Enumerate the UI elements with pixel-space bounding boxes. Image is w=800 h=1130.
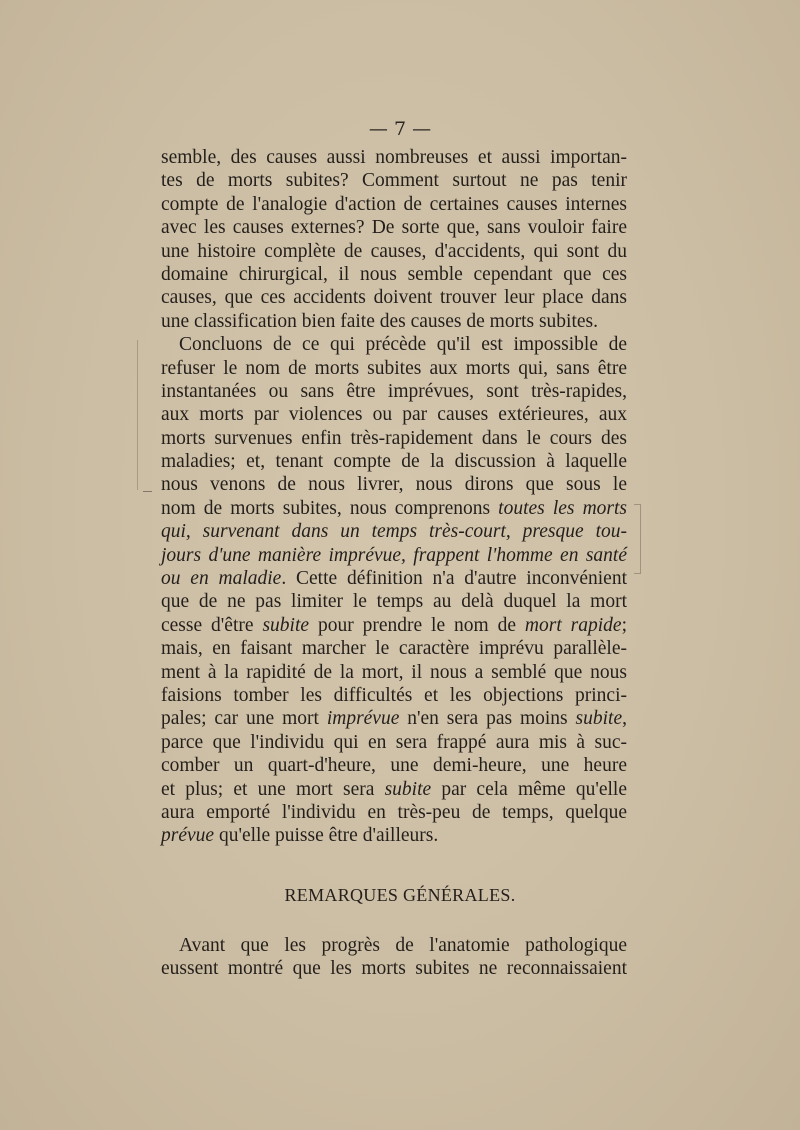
text-line: avec les causes externes? De sorte que, sans vouloir faire — [161, 217, 627, 239]
text-run: n'en sera pas moins — [399, 708, 576, 730]
text-run: nom de morts subites, nous comprenons — [161, 497, 499, 519]
text-run: cesse d'être — [161, 614, 263, 636]
text-line — [161, 567, 627, 590]
italic-run: subite — [262, 614, 310, 636]
italic-run: toutes les morts — [498, 497, 627, 519]
text-line: compte de l'analogie d'action de certaines causes internes — [161, 193, 627, 215]
text-run: et plus; et une mort sera — [161, 778, 385, 800]
italic-run: subite — [384, 778, 432, 800]
text-line: ment à la rapidité de la mort, il nous a semblé que nous — [161, 661, 627, 683]
text-line — [161, 520, 627, 543]
text-run: ; — [621, 614, 627, 636]
text-line: Concluons de ce qui précède qu'il est impossible de — [179, 334, 627, 356]
text-line — [161, 544, 627, 567]
main-text-block — [161, 146, 627, 848]
text-line: parce que l'individu qui en sera frappé aura mis à suc- — [161, 731, 627, 753]
text-line — [161, 497, 627, 520]
text-line: maladies; et, tenant compte de la discussion à laquelle — [161, 451, 627, 473]
text-line: refuser le nom de morts subites aux morts qui, sans être — [161, 357, 627, 379]
text-line: que de ne pas limiter le temps au delà duquel la mort — [161, 591, 627, 613]
text-line: aux morts par violences ou par causes extérieures, aux — [161, 404, 627, 426]
margin-pencil-mark-left — [137, 340, 146, 490]
text-line: eussent montré que les morts subites ne reconnaissaient — [161, 958, 627, 980]
text-line: une histoire complète de causes, d'accidents, qui sont du — [161, 240, 627, 262]
italic-run: mort rapide — [524, 614, 622, 636]
text-line — [161, 778, 627, 801]
text-line: domaine chirurgical, il nous semble cependant que ces — [161, 263, 627, 285]
section-heading: REMARQUES GÉNÉRALES. — [284, 885, 516, 905]
text-run: qu'elle puisse être d'ailleurs. — [214, 825, 439, 847]
margin-bracket-mark-right — [634, 504, 641, 574]
text-run: par cela même qu'elle — [431, 778, 627, 800]
italic-run: qui, survenant dans un temps très-court, presque tou- — [161, 521, 627, 543]
italic-run: subite — [575, 708, 623, 730]
text-run: pour prendre le nom de — [309, 614, 525, 636]
text-line: causes, que ces accidents doivent trouver leur place dans — [161, 287, 627, 309]
margin-dash-mark — [143, 491, 152, 492]
page-number: — 7 — — [368, 118, 432, 140]
text-line — [161, 707, 627, 730]
text-line: Avant que les progrès de l'anatomie pathologique — [179, 935, 627, 956]
text-line: nous venons de nous livrer, nous dirons que sous le — [161, 474, 627, 496]
text-line: morts survenues enfin très-rapidement dans le cours des — [161, 427, 627, 449]
text-run: , — [622, 708, 627, 730]
text-line — [161, 614, 627, 637]
italic-run: imprévue — [326, 708, 400, 730]
text-line: instantanées ou sans être imprévues, sont très-rapides, — [161, 380, 627, 402]
italic-run: jours d'une manière imprévue, frappent l'homme en santé — [161, 544, 627, 566]
italic-run: prévue — [161, 825, 215, 847]
text-line: mais, en faisant marcher le caractère imprévu parallèle- — [161, 638, 627, 660]
text-line: semble, des causes aussi nombreuses et aussi importan- — [161, 147, 627, 168]
text-line: comber un quart-d'heure, une demi-heure, une heure — [161, 755, 627, 777]
text-run: pales; car une mort — [161, 708, 327, 730]
text-line: une classification bien faite des causes de morts subites. — [161, 310, 598, 332]
text-line: tes de morts subites? Comment surtout ne pas tenir — [161, 170, 627, 192]
text-line: faisions tomber les difficultés et les objections princi- — [161, 684, 627, 706]
text-run: . Cette définition n'a d'autre inconvénient — [281, 568, 628, 590]
section-text-block — [161, 934, 627, 981]
italic-run: ou en maladie — [161, 568, 282, 590]
text-line — [161, 824, 627, 847]
text-line: aura emporté l'individu en très-peu de temps, quelque — [161, 801, 627, 823]
